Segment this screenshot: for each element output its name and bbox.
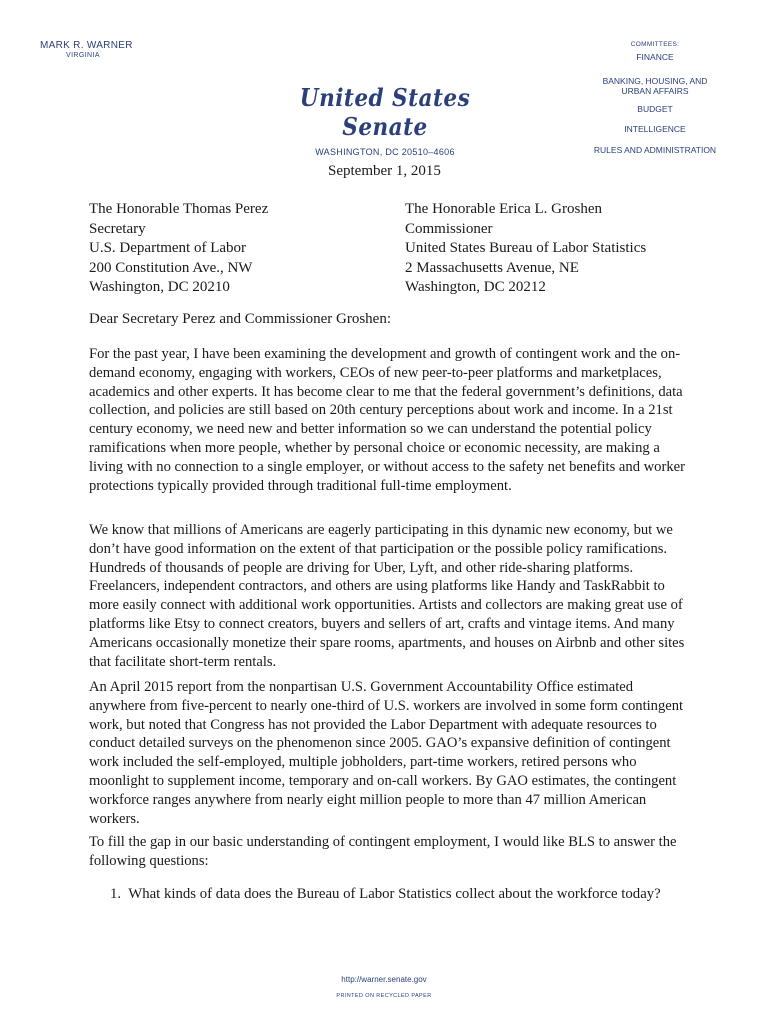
recipient-name: The Honorable Thomas Perez xyxy=(89,201,269,217)
recipient-city: Washington, DC 20210 xyxy=(89,279,230,295)
committee-item: INTELLIGENCE xyxy=(624,124,686,134)
body-paragraph: For the past year, I have been examining the development and growth of contingent work and the on-demand economy, engaging with workers, CEOs of new peer-to-peer platforms and marketplaces, academics and other experts. It has become clear to me that the federal government’s definitions, data collection, and policies are still based on 20th century perceptions about work and income. In a 21st century economy, we need new and better information so we can understand the potential policy ramifications when more people, whether by personal choice or economic necessity, are making a living with no connection to a single employer, or without access to the safety net benefits and worker protections typically provided through traditional full-time employment. xyxy=(89,346,685,494)
recipient-title: Secretary xyxy=(89,220,146,237)
recipient-org: U.S. Department of Labor xyxy=(89,240,247,256)
recipient-title: Commissioner xyxy=(405,220,493,237)
committees-label: COMMITTEES: xyxy=(630,41,680,48)
recipient-address-block xyxy=(405,200,646,298)
footer-url[interactable]: http://warner.senate.gov xyxy=(341,975,427,984)
committee-item: BUDGET xyxy=(637,104,673,114)
masthead xyxy=(250,83,520,157)
senate-title: United States Senate xyxy=(299,83,471,141)
recipient-street: 200 Constitution Ave., NW xyxy=(89,259,253,276)
question-item: 1. What kinds of data does the Bureau of Labor Statistics collect about the workforce today? xyxy=(110,886,661,902)
committee-item: BANKING, HOUSING, AND URBAN AFFAIRS xyxy=(602,76,708,96)
committee-item: RULES AND ADMINISTRATION xyxy=(593,145,717,155)
body-paragraph: An April 2015 report from the nonpartisan U.S. Government Accountability Office estimated anywhere from five-percent to nearly one-third of U.S. workers are involved in some form contingent work, but noted that Congress has not provided the Labor Department with adequate resources to conduct detailed surveys on the phenomenon since 2005. GAO’s expansive definition of contingent work included the self-employed, multiple jobholders, part-time workers, retired persons who moonlight to supplement income, temporary and on-call workers. By GAO estimates, the contingent workforce ranges anywhere from nearly eight million people to more than 47 million American workers. xyxy=(89,679,684,827)
recipient-address-block xyxy=(89,200,268,298)
recipient-street: 2 Massachusetts Avenue, NE xyxy=(405,259,579,276)
senate-address: WASHINGTON, DC 20510–4606 xyxy=(315,147,455,157)
recipient-name: The Honorable Erica L. Groshen xyxy=(405,201,603,217)
letter-date: September 1, 2015 xyxy=(328,163,441,179)
senator-name: MARK R. WARNER xyxy=(40,40,133,51)
recipient-org: United States Bureau of Labor Statistics xyxy=(405,240,647,256)
body-paragraph: To fill the gap in our basic understanding of contingent employment, I would like BLS to answer the following questions: xyxy=(89,834,677,869)
recipient-city: Washington, DC 20212 xyxy=(405,279,546,295)
footer-paper-note: PRINTED ON RECYCLED PAPER xyxy=(336,993,432,999)
committee-item: FINANCE xyxy=(636,52,674,62)
salutation: Dear Secretary Perez and Commissioner Groshen: xyxy=(89,311,391,327)
body-paragraph: We know that millions of Americans are eagerly participating in this dynamic new economy, but we don’t have good information on the extent of that participation or the possible policy ramifications. Hundreds of thousands of people are driving for Uber, Lyft, and other ride-sharing platforms. Freelancers, independent contractors, and others are using platforms like Handy and TaskRabbit to more easily connect with additional work opportunities. Artists and collectors are making great use of platforms like Etsy to connect creators, buyers and sellers of art, crafts and vintage items. And many Americans occasionally monetize their spare rooms, apartments, and houses on Airbnb and other sites that facilitate short-term rentals. xyxy=(89,522,685,670)
committee-list xyxy=(580,40,730,155)
senator-state: VIRGINIA xyxy=(66,52,100,59)
